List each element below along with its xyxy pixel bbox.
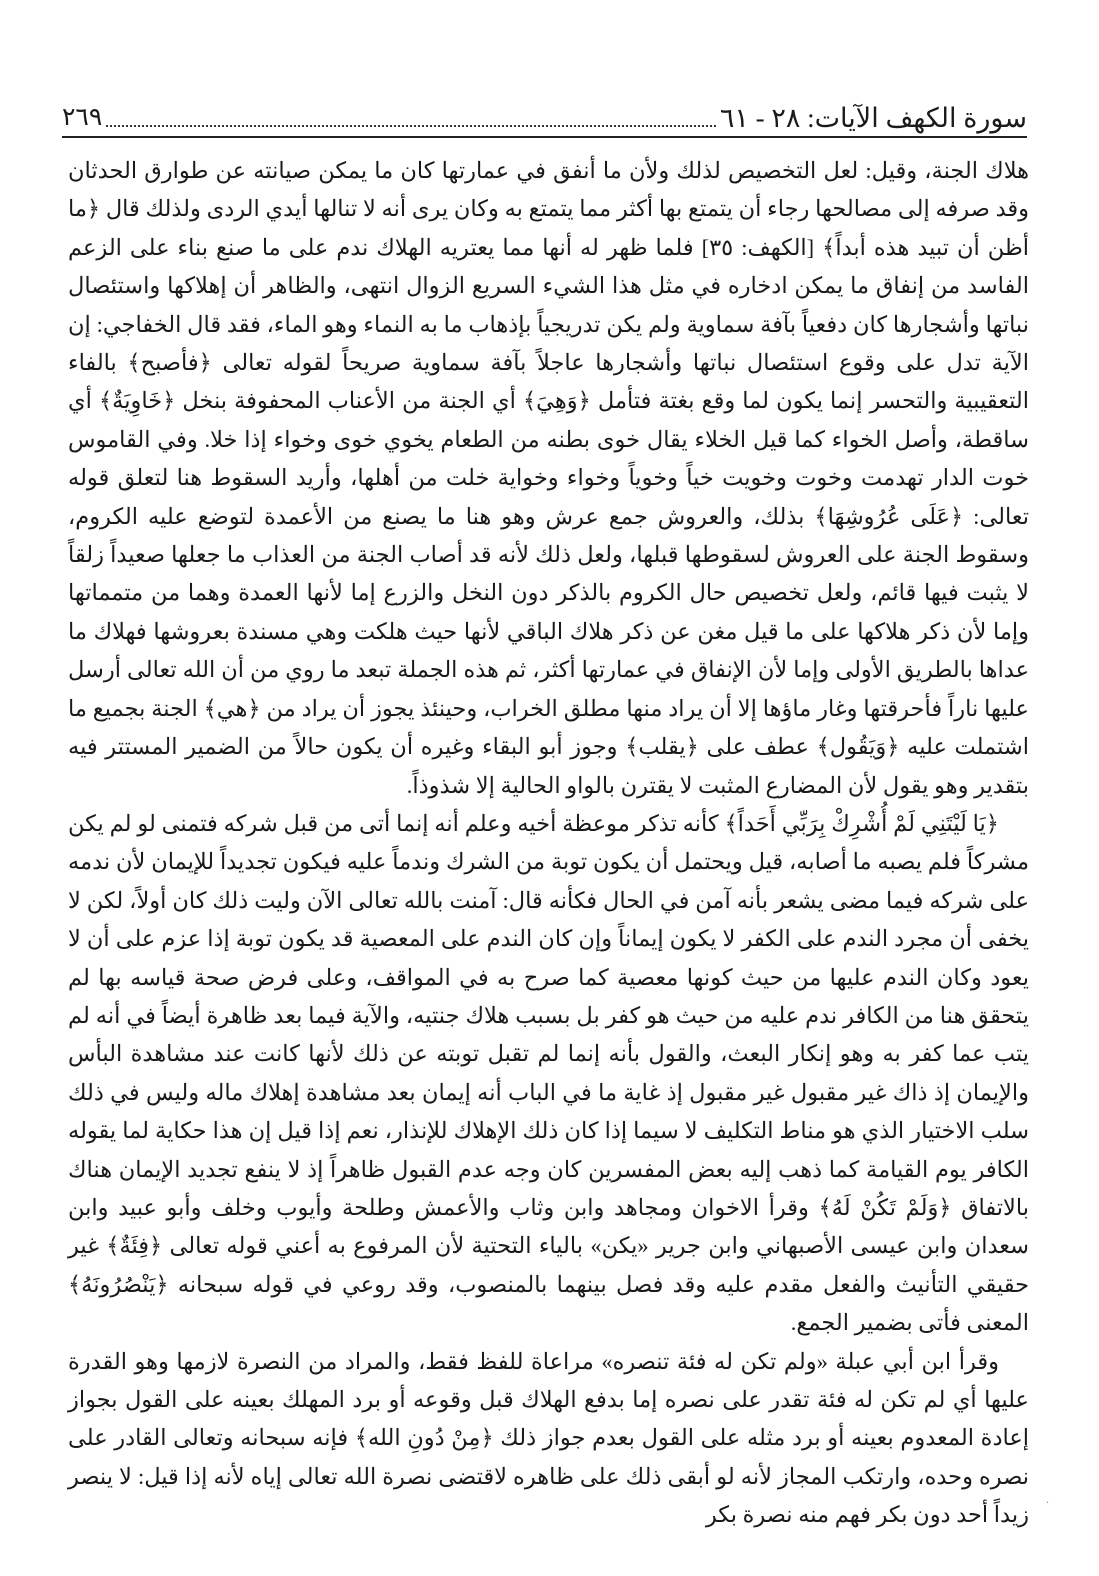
dotted-leader — [106, 125, 716, 127]
page-number: ٢٦٩ — [62, 104, 103, 131]
paragraph-3: وقرأ ابن أبي عبلة «ولم تكن له فئة تنصره» مراعاة للفظ فقط، والمراد من النصرة لازمها وهو القدرة عليها أي لم تكن له فئة تقدر على نصره إما بدفع الهلاك قبل وقوعه أو برد المهلك بعينه على القول بجواز إعادة المعدوم بعينه أو برد مثله على القول بعدم جواز ذلك ﴿مِنْ دُونِ الله﴾ فإنه سبحانه وتعالى القادر على نصره وحده، وارتكب المجاز لأنه لو أبقى ذلك على ظاهره لاقتضى نصرة الله تعالى إياه لأنه إذا قيل: لا ينصر زيداً أحد دون بكر فهم منه نصرة بكر — [68, 1348, 1029, 1528]
page-header — [62, 96, 1027, 138]
body-text — [68, 152, 1029, 1535]
running-title: سورة الكهف الآيات: ٢٨ - ٦١ — [719, 103, 1027, 133]
paragraph-1: هلاك الجنة، وقيل: لعل التخصيص لذلك ولأن ما أنفق في عمارتها كان ما يمكن صيانته عن طوارق الحدثان وقد صرفه إلى مصالحها رجاء أن يتمتع بها أكثر مما يتمتع به وكان يرى أنه لا تنالها أيدي الردى ولذلك قال ﴿ما أظن أن تبيد هذه أبداً﴾ [الكهف: ٣٥] فلما ظهر له أنها مما يعتريه الهلاك ندم على ما صنع بناء على الزعم الفاسد من إنفاق ما يمكن ادخاره في مثل هذا الشيء السريع الزوال انتهى، والظاهر أن إهلاكها واستئصال نباتها وأشجارها كان دفعياً بآفة سماوية ولم يكن تدريجياً بإذهاب ما به النماء وهو الماء، فقد قال الخفاجي: إن الآية تدل على وقوع استئصال نباتها وأشجارها عاجلاً بآفة سماوية صريحاً لقوله تعالى ﴿فأصبح﴾ بالفاء التعقيبية والتحسر إنما يكون لما وقع بغتة فتأمل ﴿وَهِيَ﴾ أي الجنة من الأعناب المحفوفة بنخل ﴿خَاوِيَةٌ﴾ أي ساقطة، وأصل الخواء كما قيل الخلاء يقال خوى بطنه من الطعام يخوي خوى وخواء إذا خلا. وفي القاموس خوت الدار تهدمت وخوت وخويت خياً وخوياً وخواء وخواية خلت من أهلها، وأريد السقوط هنا لتعلق قوله تعالى: ﴿عَلَى عُرُوشِهَا﴾ بذلك، والعروش جمع عرش وهو هنا ما يصنع من الأعمدة لتوضع عليه الكروم، وسقوط الجنة على العروش لسقوطها قبلها، ولعل ذلك لأنه قد أصاب الجنة من العذاب ما جعلها صعيداً زلقاً لا يثبت فيها قائم، ولعل تخصيص حال الكروم بالذكر دون النخل والزرع إما لأنها العمدة وهما من متمماتها وإما لأن ذكر هلاكها على ما قيل مغن عن ذكر هلاك الباقي لأنها حيث هلكت وهي مسندة بعروشها فهلاك ما عداها بالطريق الأولى وإما لأن الإنفاق في عمارتها أكثر، ثم هذه الجملة تبعد ما روي من أن الله تعالى أرسل عليها ناراً فأحرقتها وغار ماؤها إلا أن يراد منها مطلق الخراب، وحينئذ يجوز أن يراد من ﴿هي﴾ الجنة بجميع ما اشتملت عليه ﴿وَيَقُول﴾ عطف على ﴿يقلب﴾ وجوز أبو البقاء وغيره أن يكون حالاً من الضمير المستتر فيه بتقدير وهو يقول لأن المضارع المثبت لا يقترن بالواو الحالية إلا شذوذاً. — [68, 158, 1029, 798]
paragraph-2: ﴿يَا لَيْتَنِي لَمْ أُشْرِكْ بِرَبِّي أَحَداً﴾ كأنه تذكر موعظة أخيه وعلم أنه إنما أتى من قبل شركه فتمنى لو لم يكن مشركاً فلم يصبه ما أصابه، قيل ويحتمل أن يكون توبة من الشرك وندماً عليه فيكون تجديداً للإيمان لأن ندمه على شركه فيما مضى يشعر بأنه آمن في الحال فكأنه قال: آمنت بالله تعالى الآن وليت ذلك كان أولاً، لكن لا يخفى أن مجرد الندم على الكفر لا يكون إيماناً وإن كان الندم على المعصية قد يكون توبة إذا عزم على أن لا يعود وكان الندم عليها من حيث كونها معصية كما صرح به في المواقف، وعلى فرض صحة قياسه بها لم يتحقق هنا من الكافر ندم عليه من حيث هو كفر بل بسبب هلاك جنتيه، والآية فيما بعد ظاهرة أيضاً في أنه لم يتب عما كفر به وهو إنكار البعث، والقول بأنه إنما لم تقبل توبته عن ذلك لأنها كانت عند مشاهدة البأس والإيمان إذ ذاك غير مقبول غير مقبول إذ غاية ما في الباب أنه إيمان بعد مشاهدة إهلاك ماله وليس في ذلك سلب الاختيار الذي هو مناط التكليف لا سيما إذا كان ذلك الإهلاك للإنذار، نعم إذا قيل إن هذا حكاية لما يقوله الكافر يوم القيامة كما ذهب إليه بعض المفسرين كان وجه عدم القبول ظاهراً إذ لا ينفع تجديد الإيمان هناك بالاتفاق ﴿وَلَمْ تَكُنْ لَهُ﴾ وقرأ الاخوان ومجاهد وابن وثاب والأعمش وطلحة وأيوب وخلف وأبو عبيد وابن سعدان وابن عيسى الأصبهاني وابن جرير «يكن» بالياء التحتية لأن المرفوع به أعني قوله تعالى ﴿فِئَةٌ﴾ غير حقيقي التأنيث والفعل مقدم عليه وقد فصل بينهما بالمنصوب، وقد روعي في قوله سبحانه ﴿يَنْصُرُونَهُ﴾ المعنى فأتى بضمير الجمع. — [68, 810, 1029, 1336]
scan-mark: · — [1046, 1498, 1050, 1509]
